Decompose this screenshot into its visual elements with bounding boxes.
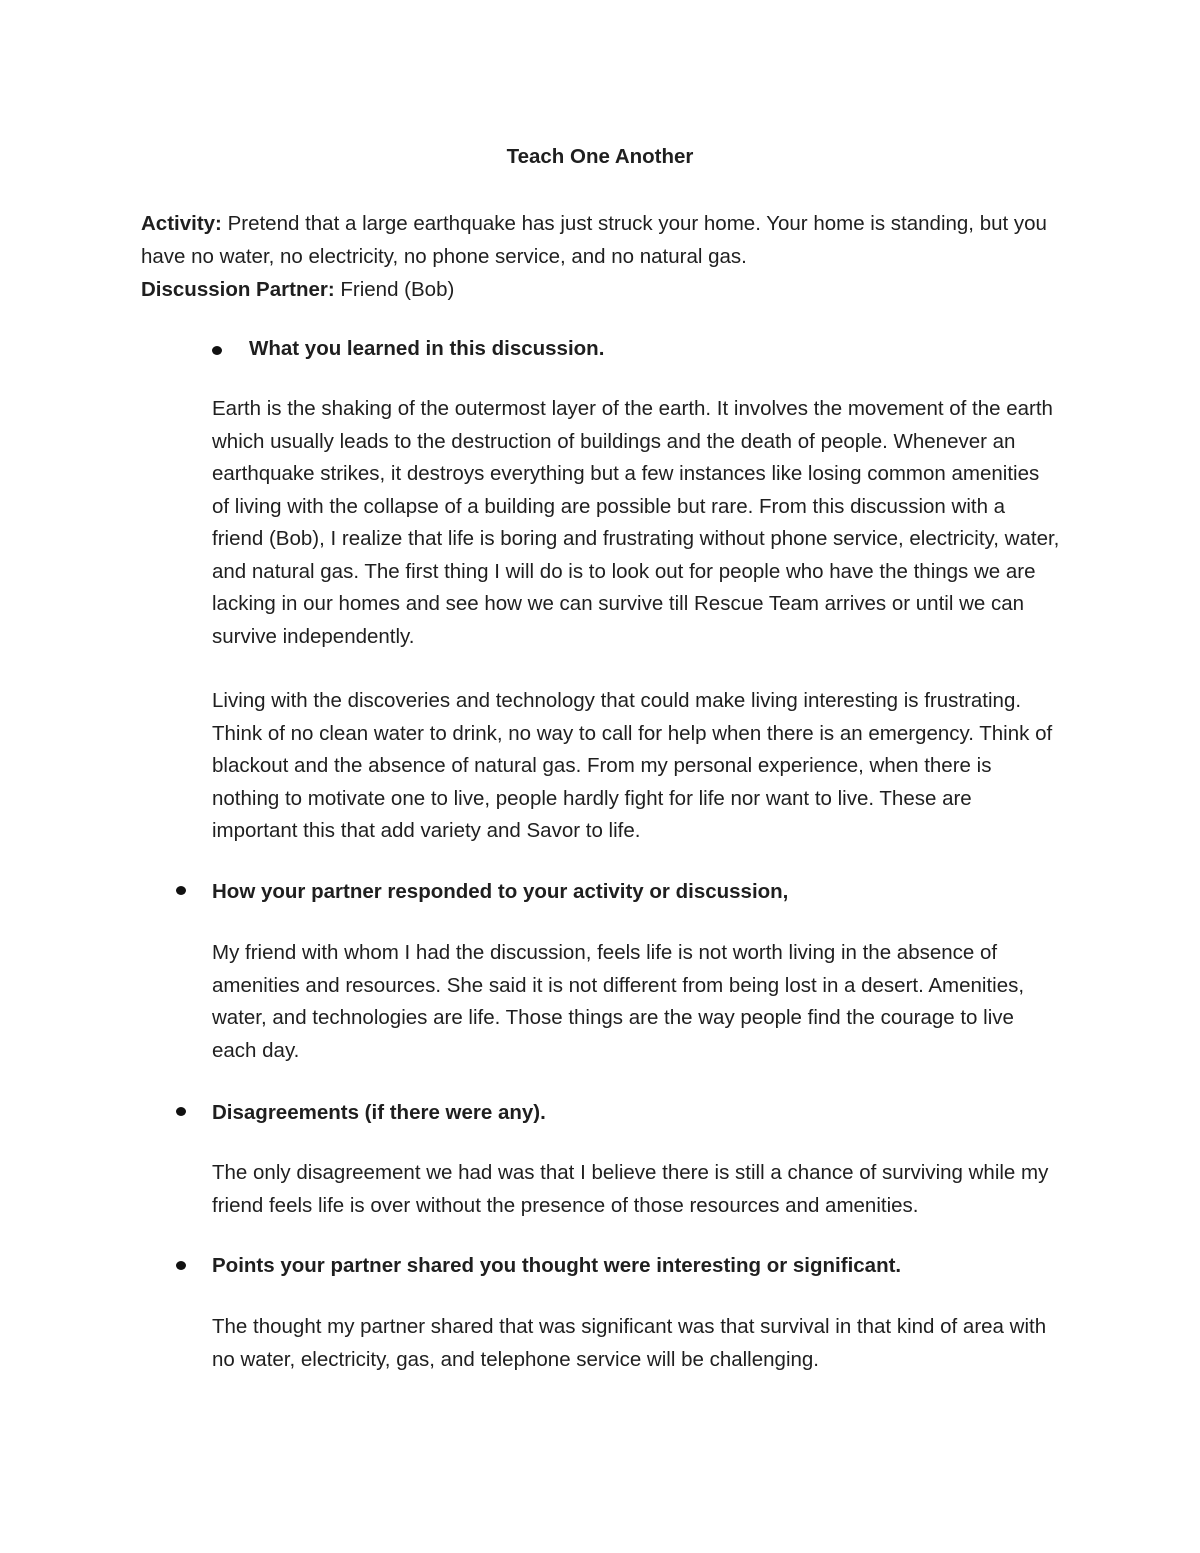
section-disagreements-paragraph: The only disagreement we had was that I believe there is still a chance of surviving while my friend feels life is over without the presence of those resources and amenities. [212, 1161, 1049, 1217]
section-heading-points: Points your partner shared you thought were interesting or significant. [212, 1254, 902, 1277]
section-learned-paragraph-2: Living with the discoveries and technology that could make living interesting is frustrating. Think of no clean water to drink, no way to call for help when there is an emergency. Think of blackout and the absence of natural gas. From my personal experience, when there is nothing to motivate one to live, people hardly fight for life nor want to live. These are important this that add variety and Savor to life. [212, 689, 1053, 842]
document-title: Teach One Another [506, 145, 694, 168]
bullet-icon [176, 1261, 186, 1270]
activity-label: Activity: [141, 212, 222, 235]
section-heading-response: How your partner responded to your activity or discussion, [212, 880, 789, 903]
partner-label: Discussion Partner: [141, 278, 335, 301]
section-response-paragraph: My friend with whom I had the discussion, feels life is not worth living in the absence of amenities and resources. She said it is not different from being lost in a desert. Amenities, water, and technologies are life. Those things are the way people find the courage to live each day. [212, 941, 1025, 1062]
bullet-icon [212, 346, 222, 355]
section-points-paragraph: The thought my partner shared that was significant was that survival in that kind of area with no water, electricity, gas, and telephone service will be challenging. [212, 1315, 1047, 1371]
section-learned-paragraph-1: Earth is the shaking of the outermost layer of the earth. It involves the movement of the earth which usually leads to the destruction of buildings and the death of people. Whenever an earthquake strikes, it destroys everything but a few instances like losing common amenities of living with the collapse of a building are possible but rare. From this discussion with a friend (Bob), I realize that life is boring and frustrating without phone service, electricity, water, and natural gas. The first thing I will do is to look out for people who have the things we are lacking in our homes and see how we can survive till Rescue Team arrives or until we can survive independently. [212, 397, 1060, 648]
section-heading-disagreements: Disagreements (if there were any). [212, 1101, 546, 1124]
section-heading-learned: What you learned in this discussion. [249, 337, 605, 360]
activity-text: Pretend that a large earthquake has just struck your home. Your home is standing, but you have no water, no electricity, no phone service, and no natural gas. [141, 212, 1047, 268]
activity-intro [141, 207, 1061, 306]
bullet-icon [176, 1107, 186, 1116]
partner-text: Friend (Bob) [334, 278, 455, 301]
bullet-icon [176, 886, 186, 895]
